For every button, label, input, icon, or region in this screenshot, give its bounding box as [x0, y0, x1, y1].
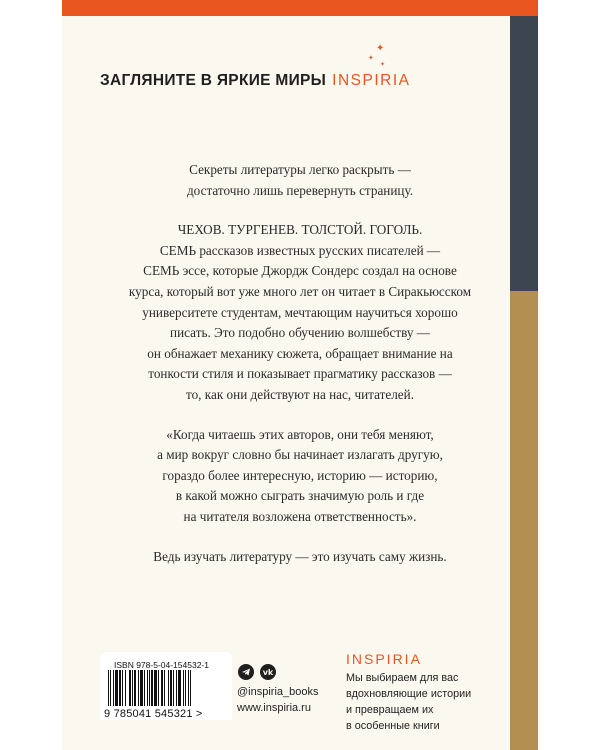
quote-line: на читателя возложена ответственность». [183, 508, 417, 524]
blurb-line: то, как они действуют на нас, читателей. [186, 386, 414, 402]
headline [100, 72, 420, 90]
blurb-line: он обнажает механику сюжета, обращает внимание на [147, 345, 453, 361]
social-handle[interactable]: @inspiria_books [237, 686, 319, 698]
barcode-panel [100, 652, 232, 720]
quote-line: «Когда читаешь этих авторов, они тебя меняют, [166, 426, 434, 442]
spine-dark-stripe [510, 16, 538, 291]
blurb-line: Секреты литературы легко раскрыть — [189, 162, 411, 177]
sparkle-icon: ✦ [376, 43, 385, 54]
blurb-line: курса, который вот уже много лет он читает в Сиракьюсском [128, 283, 472, 299]
top-accent-bar [62, 0, 538, 16]
barcode-digits: 9 785041 545321 > [104, 708, 203, 720]
blurb-main [120, 220, 480, 405]
blurb-line: СЕМЬ эссе, которые Джордж Сондерс создал на основе [143, 263, 457, 279]
sparkle-icon: ✦ [380, 61, 386, 68]
spine-gold-stripe [510, 291, 538, 750]
quote-line: в какой можно сыграть значимую роль и где [175, 488, 425, 504]
vk-icon[interactable]: vk [260, 664, 276, 680]
blurb-line: ЧЕХОВ. ТУРГЕНЕВ. ТОЛСТОЙ. ГОГОЛЬ. [177, 222, 423, 238]
blurb-closing [120, 547, 480, 568]
blurb-line: писать. Это подобно обучению волшебству — [170, 325, 430, 341]
telegram-icon[interactable] [238, 664, 254, 680]
tagline-line: вдохновляющие истории [346, 688, 472, 700]
isbn-number: ISBN 978-5-04-154532-1 [114, 660, 209, 670]
blurb-intro [120, 160, 480, 201]
closing-line: Ведь изучать литературу — это изучать саму жизнь. [153, 548, 447, 564]
blurb-line: СЕМЬ рассказов известных русских писателей — [159, 242, 441, 258]
sparkle-icon: ✦ [368, 54, 374, 62]
brand-logo: INSPIRIA [332, 72, 411, 89]
blurb [120, 160, 480, 586]
tagline-line: и превращаем их [346, 704, 434, 716]
barcode [106, 670, 226, 708]
website-link[interactable]: www.inspiria.ru [237, 702, 311, 714]
blurb-quote [120, 425, 480, 528]
headline-text: ЗАГЛЯНИТЕ В ЯРКИЕ МИРЫ [100, 72, 327, 89]
tagline-line: Мы выбираем для вас [346, 672, 459, 684]
tagline-line: в особенные книги [346, 720, 440, 732]
blurb-line: тонкости стиля и показывает прагматику рассказов — [148, 366, 452, 382]
blurb-line: университете студентам, мечтающим научиться хорошо [142, 304, 458, 320]
brand-logo-bottom: INSPIRIA [346, 651, 422, 667]
brand-tagline [346, 670, 471, 734]
social-links [238, 664, 276, 680]
page-margin [538, 0, 600, 750]
quote-line: а мир вокруг словно бы начинает излагать другую, [157, 447, 443, 463]
blurb-line: достаточно лишь перевернуть страницу. [186, 182, 414, 198]
telegram-glyph [241, 667, 251, 677]
quote-line: гораздо более интересную, историю — историю, [162, 467, 438, 483]
